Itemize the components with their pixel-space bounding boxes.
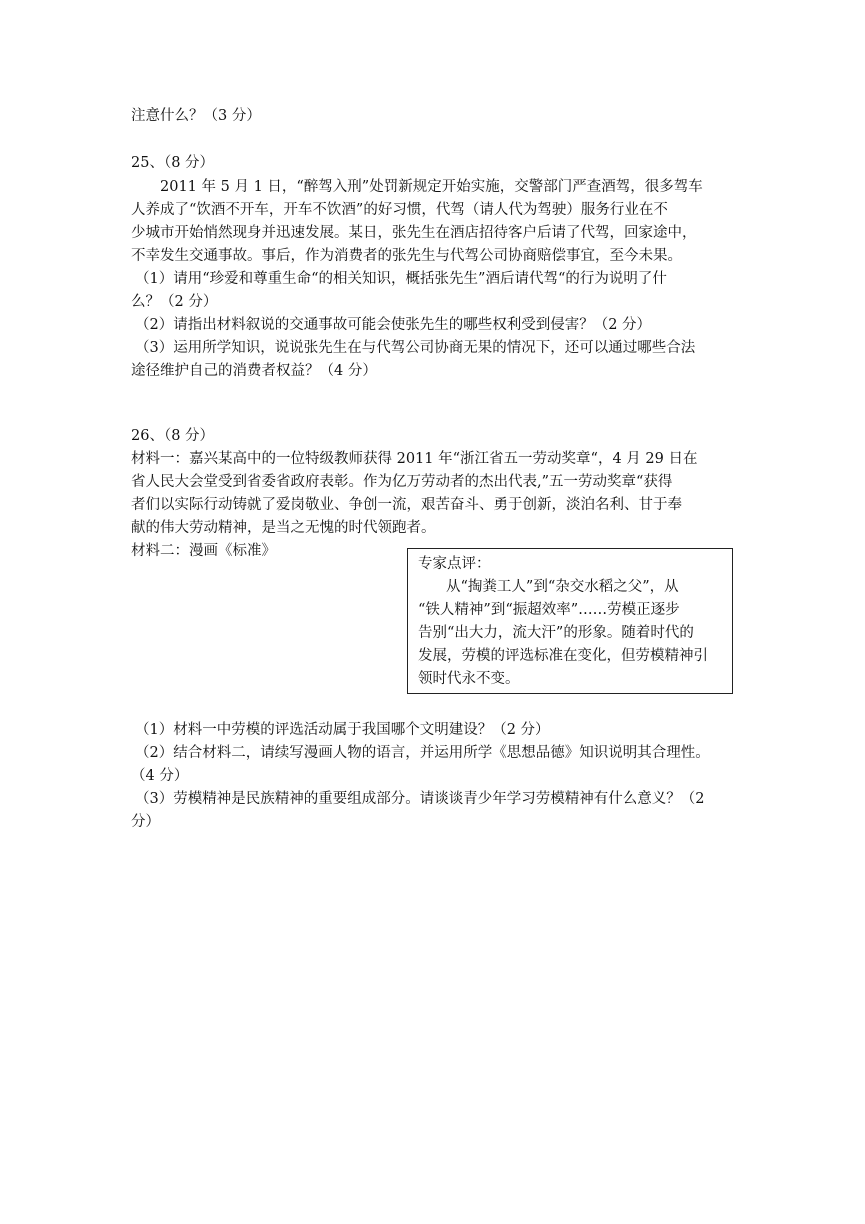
q24-tail-text: 注意什么？（3 分） <box>131 108 261 124</box>
q25-question-2: （2）请指出材料叙说的交通事故可能会使张先生的哪些权利受到侵害？（2 分） <box>135 317 652 333</box>
q25-para-line-3: 少城市开始悄然现身并迅速发展。某日，张先生在酒店招待客户后请了代驾，回家途中， <box>131 225 697 241</box>
q26-question-3: （3）劳模精神是民族精神的重要组成部分。请谈谈青少年学习劳模精神有什么意义？（2 <box>135 791 705 807</box>
q25-question-3: （3）运用所学知识，说说张先生在与代驾公司协商无果的情况下，还可以通过哪些合法 <box>135 340 696 356</box>
q25-header: 25、（8 分） <box>131 155 215 171</box>
expert-comment-line-4: 发展，劳模的评选标准在变化，但劳模精神引 <box>418 648 708 664</box>
q26-question-2: （2）结合材料二，请续写漫画人物的语言，并运用所学《思想品德》知识说明其合理性。 <box>135 745 710 761</box>
q26-question-1: （1）材料一中劳模的评选活动属于我国哪个文明建设？（2 分） <box>135 722 550 738</box>
expert-comment-line-2: “铁人精神”到“振超效率”……劳模正逐步 <box>418 602 680 618</box>
q26-material2-label: 材料二：漫画《标准》 <box>131 543 276 559</box>
q26-material1-line-3: 者们以实际行动铸就了爱岗敬业、争创一流，艰苦奋斗、勇于创新，淡泊名利、甘于奉 <box>131 497 682 513</box>
expert-comment-line-1: 从“掏粪工人”到“杂交水稻之父”，从 <box>446 579 679 595</box>
expert-comment-line-5: 领时代永不变。 <box>418 671 520 687</box>
q25-question-1: （1）请用“珍爱和尊重生命“的相关知识，概括张先生”酒后请代驾“的行为说明了什 <box>135 271 667 287</box>
q26-material1-line-2: 省人民大会堂受到省委省政府表彰。作为亿万劳动者的杰出代表,”五一劳动奖章“获得 <box>131 474 673 490</box>
q25-para-line-2: 人养成了“饮酒不开车，开车不饮酒”的好习惯，代驾（请人代为驾驶）服务行业在不 <box>131 202 668 218</box>
expert-comment-line-3: 告别“出大力，流大汗”的形象。随着时代的 <box>418 625 694 641</box>
expert-comment-box <box>407 548 733 694</box>
q26-question-3-cont: 分） <box>131 814 160 830</box>
q26-material1-line-4: 献的伟大劳动精神，是当之无愧的时代领跑者。 <box>131 520 436 536</box>
q25-para-line-1: 2011 年 5 月 1 日，“醉驾入刑”处罚新规定开始实施，交警部门严查酒驾，很多驾车 <box>160 179 703 195</box>
q26-header: 26、（8 分） <box>131 428 215 444</box>
q25-para-line-4: 不幸发生交通事故。事后，作为消费者的张先生与代驾公司协商赔偿事宜，至今未果。 <box>131 248 682 264</box>
q26-question-2-cont: （4 分） <box>131 768 189 784</box>
expert-comment-title: 专家点评： <box>418 556 491 572</box>
q26-material1-line-1: 材料一：嘉兴某高中的一位特级教师获得 2011 年“浙江省五一劳动奖章“，4 月 29 日在 <box>131 451 698 467</box>
q25-question-3-cont: 途径维护自己的消费者权益？（4 分） <box>131 363 377 379</box>
q25-question-1-cont: 么？（2 分） <box>131 294 218 310</box>
